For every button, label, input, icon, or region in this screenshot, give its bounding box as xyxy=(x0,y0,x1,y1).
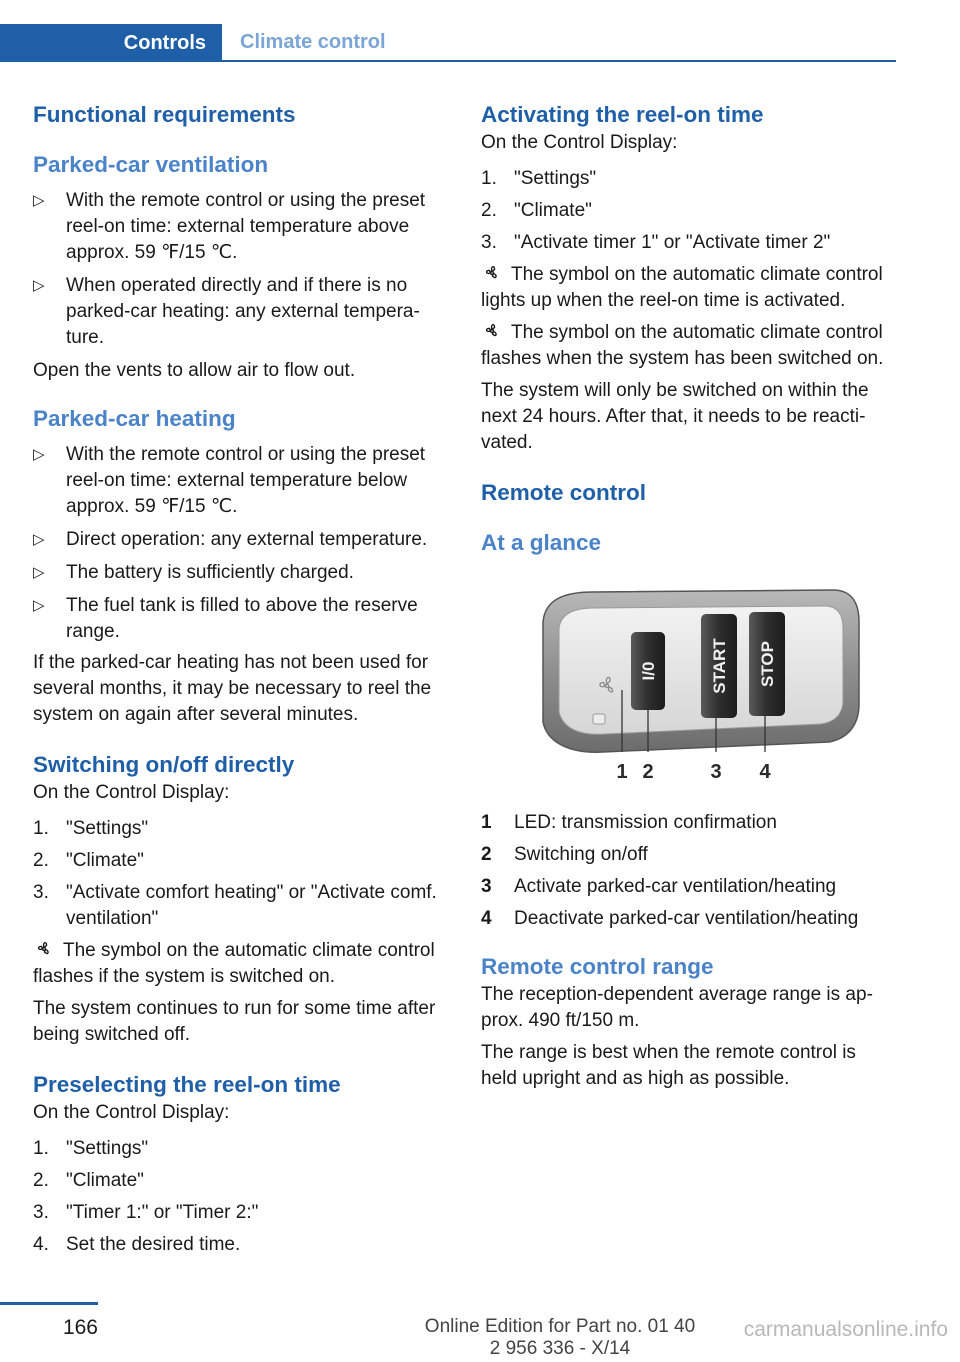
fan-icon xyxy=(481,264,503,282)
legend-item: 3 Activate parked-car ventilation/heating xyxy=(481,876,837,897)
activating-note-2: The symbol on the automatic climate control flashes when the system has been switched on. xyxy=(481,322,884,369)
heating-requirements-list xyxy=(33,442,451,645)
callout-4: 4 xyxy=(759,761,771,783)
list-item: ▷ When operated directly and if there is no parked-car heating: any external temperature. xyxy=(33,275,420,348)
activating-note-1: The symbol on the automatic climate control lights up when the reel-on time is activated. xyxy=(481,264,883,311)
heading-functional-requirements: Functional requirements xyxy=(33,102,296,127)
on-off-button-label: I/0 xyxy=(639,661,658,681)
start-button-label: START xyxy=(710,638,729,694)
triangle-bullet-icon: ▷ xyxy=(33,192,45,209)
list-item: 1. "Settings" xyxy=(33,1138,149,1159)
watermark: carmanualsonline.info xyxy=(743,1318,948,1341)
list-item: 2. "Climate" xyxy=(33,1170,144,1191)
heading-activating: Activating the reel-on time xyxy=(481,102,764,127)
page-header xyxy=(0,24,896,62)
list-item: 2. "Climate" xyxy=(33,850,144,871)
ventilation-requirements-list xyxy=(33,188,451,351)
callout-2: 2 xyxy=(642,761,654,783)
list-item: 2. "Climate" xyxy=(481,200,592,221)
callout-1: 1 xyxy=(616,761,628,783)
triangle-bullet-icon: ▷ xyxy=(33,597,45,614)
right-column xyxy=(481,100,896,1092)
heading-remote-range: Remote control range xyxy=(481,954,714,979)
legend-item: 2 Switching on/off xyxy=(481,844,648,865)
list-item: ▷ The fuel tank is filled to above the reserve range. xyxy=(33,595,418,642)
heading-parked-car-ventilation: Parked-car ventilation xyxy=(33,152,269,177)
list-item: 3. "Activate comfort heating" or "Activate comf. ventilation" xyxy=(33,882,437,929)
list-item: 3. "Activate timer 1" or "Activate timer 2" xyxy=(481,232,831,253)
left-column xyxy=(33,100,451,1264)
heading-preselecting: Preselecting the reel-on time xyxy=(33,1072,341,1097)
list-item: 1. "Settings" xyxy=(481,168,597,189)
header-rule xyxy=(222,60,896,62)
remote-control-figure xyxy=(533,582,863,792)
footer-rule xyxy=(0,1302,98,1305)
activating-note-3: The system will only be switched on within the next 24 hours. After that, it needs to be reactivated. xyxy=(481,380,869,453)
figure-legend xyxy=(481,810,896,932)
page-number: 166 xyxy=(62,1316,98,1339)
list-item: 3. "Timer 1:" or "Timer 2:" xyxy=(33,1202,259,1223)
section-title: Climate control xyxy=(240,30,386,53)
heading-parked-car-heating: Parked-car heating xyxy=(33,406,236,431)
switching-intro: On the Control Display: xyxy=(33,782,230,803)
parked-heating-note: If the parked-car heating has not been used for several months, it may be necessary to reel the system on again after several minutes. xyxy=(33,652,432,725)
range-text-1: The reception-dependent average range is approx. 490 ft/150 m. xyxy=(481,984,873,1031)
preselect-steps xyxy=(33,1136,451,1258)
list-item: 1. "Settings" xyxy=(33,818,149,839)
list-item: 4. Set the desired time. xyxy=(33,1234,241,1255)
fan-icon xyxy=(481,322,503,340)
activating-intro: On the Control Display: xyxy=(481,132,678,153)
switching-steps xyxy=(33,816,451,932)
triangle-bullet-icon: ▷ xyxy=(33,531,45,548)
led-indicator xyxy=(593,714,605,724)
switching-note-2: The system continues to run for some time after being switched off. xyxy=(33,998,436,1045)
list-item: ▷ With the remote control or using the preset reel-on time: external temperature above approx. 59 ℉/15 ℃. xyxy=(33,190,426,263)
heading-remote-control: Remote control xyxy=(481,480,647,505)
heading-switching-on-off: Switching on/off directly xyxy=(33,752,295,777)
remote-control-illustration xyxy=(533,582,863,792)
preselect-intro: On the Control Display: xyxy=(33,1102,230,1123)
switching-note-1: The symbol on the automatic climate control flashes if the system is switched on. xyxy=(33,940,435,987)
triangle-bullet-icon: ▷ xyxy=(33,564,45,581)
list-item: ▷ With the remote control or using the preset reel-on time: external temperature below approx. 59 ℉/15 ℃. xyxy=(33,444,426,517)
range-text-2: The range is best when the remote control is held upright and as high as possible. xyxy=(481,1042,856,1089)
activating-steps xyxy=(481,166,896,256)
vents-note: Open the vents to allow air to flow out. xyxy=(33,360,356,381)
legend-item: 1 LED: transmission confirmation xyxy=(481,812,777,833)
list-item: ▷ The battery is sufficiently charged. xyxy=(33,560,451,586)
chapter-tab: Controls xyxy=(0,24,222,62)
triangle-bullet-icon: ▷ xyxy=(33,277,45,294)
list-item: ▷ Direct operation: any external temperature. xyxy=(33,527,451,553)
triangle-bullet-icon: ▷ xyxy=(33,446,45,463)
edition-text: Online Edition for Part no. 01 40 2 956 336 - X/14 xyxy=(424,1316,696,1359)
callout-3: 3 xyxy=(710,761,722,783)
fan-icon xyxy=(33,940,55,958)
stop-button-label: STOP xyxy=(758,641,777,687)
legend-item: 4 Deactivate parked-car ventilation/heating xyxy=(481,908,859,929)
heading-at-a-glance: At a glance xyxy=(481,530,602,555)
